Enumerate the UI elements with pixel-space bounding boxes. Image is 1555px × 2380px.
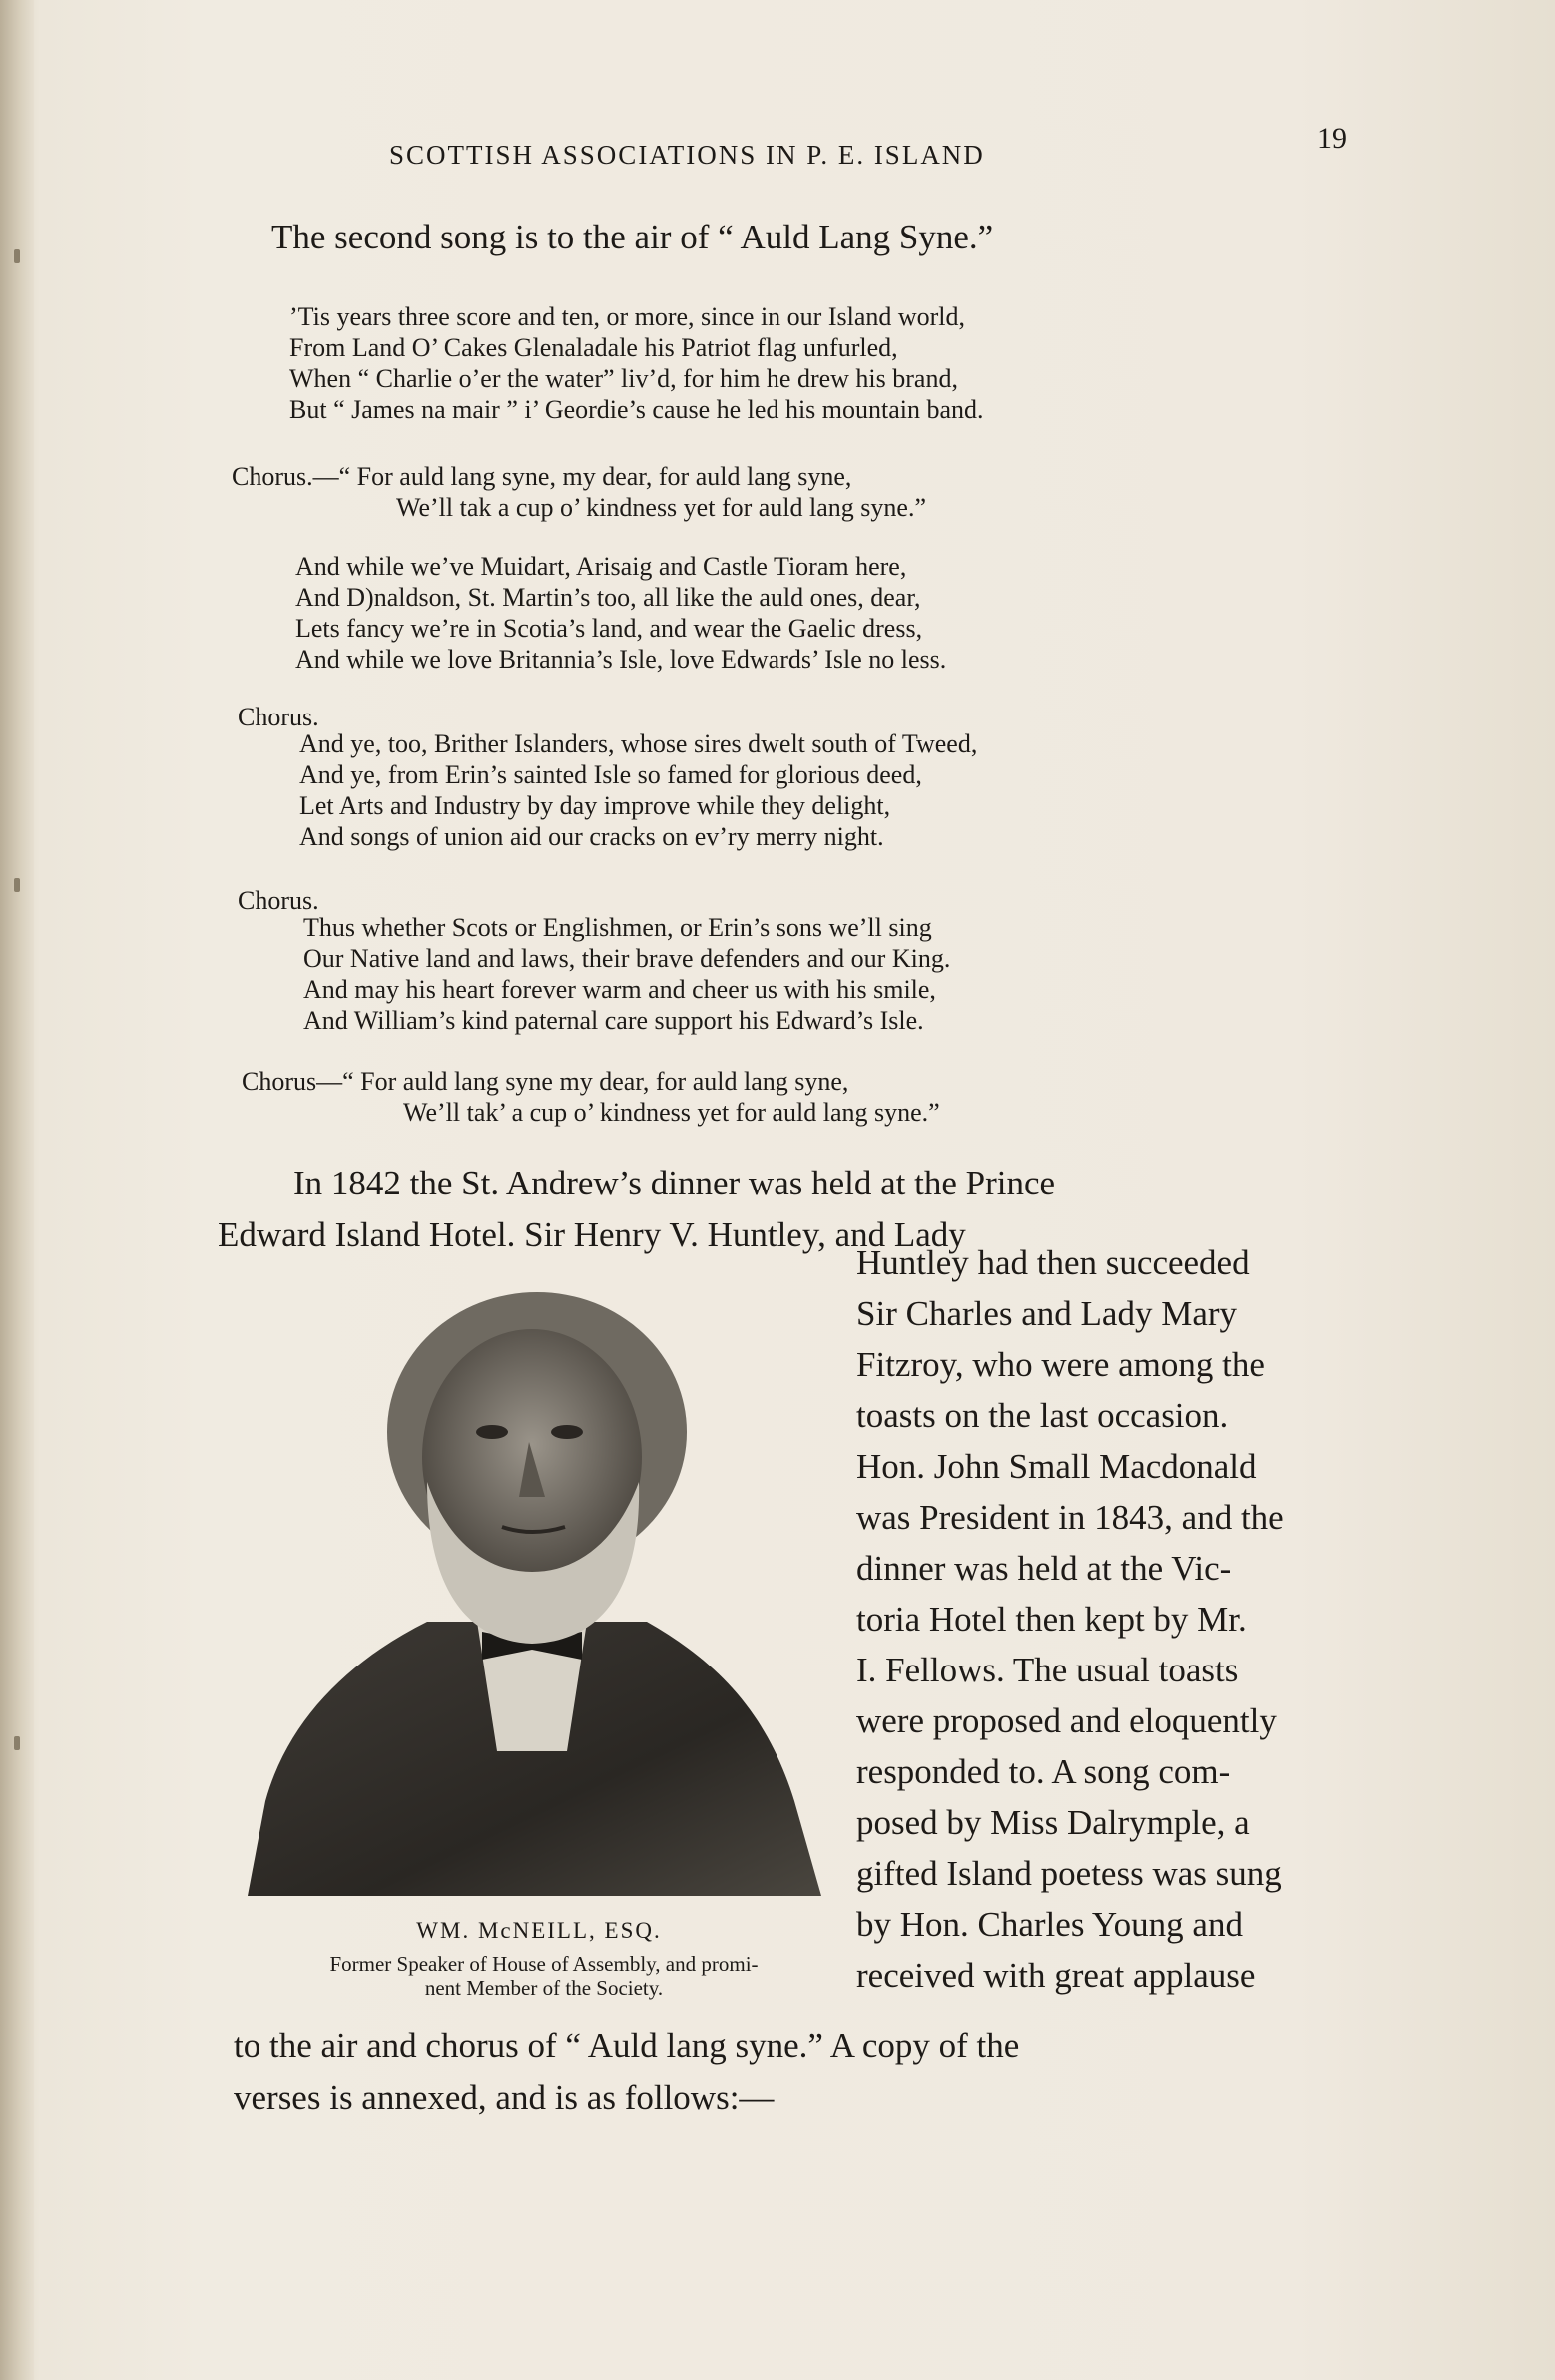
prose-line: gifted Island poetess was sung — [856, 1854, 1282, 1893]
page-number: 19 — [1317, 122, 1347, 155]
prose-line: Huntley had then succeeded — [856, 1243, 1250, 1282]
prose-line: Sir Charles and Lady Mary — [856, 1294, 1238, 1333]
prose-line: by Hon. Charles Young and — [856, 1905, 1243, 1944]
chorus-label: Chorus. — [238, 886, 319, 915]
prose-column — [856, 1237, 1284, 2001]
chorus-label: Chorus. — [238, 703, 319, 731]
verse-line: When “ Charlie o’er the water” liv’d, for him he drew his brand, — [289, 364, 958, 393]
verse-line: And D)naldson, St. Martin’s too, all like the auld ones, dear, — [295, 583, 921, 612]
verse-line: Lets fancy we’re in Scotia’s land, and wear the Gaelic dress, — [295, 614, 923, 643]
verse-line: Our Native land and laws, their brave defenders and our King. — [303, 944, 951, 973]
portrait-image — [248, 1282, 826, 1901]
stanza-4 — [303, 912, 950, 1036]
prose-line: Edward Island Hotel. Sir Henry V. Huntley, and Lady — [218, 1215, 966, 1254]
prose-line: dinner was held at the Vic- — [856, 1549, 1232, 1588]
verse-line: And may his heart forever warm and cheer us with his smile, — [303, 975, 936, 1004]
prose-line: responded to. A song com- — [856, 1752, 1231, 1791]
caption-line: nent Member of the Society. — [424, 1976, 664, 2000]
stanza-2 — [295, 551, 946, 675]
chorus-label: Chorus—“ — [242, 1067, 354, 1096]
verse-line: Thus whether Scots or Englishmen, or Erin’s sons we’ll sing — [303, 913, 932, 942]
verse-line: Let Arts and Industry by day improve while they delight, — [299, 791, 891, 820]
verse-line: From Land O’ Cakes Glenaladale his Patriot flag unfurled, — [289, 333, 898, 362]
prose-line: I. Fellows. The usual toasts — [856, 1651, 1239, 1689]
verse-line: And ye, from Erin’s sainted Isle so famed for glorious deed, — [299, 760, 922, 789]
chorus-2 — [242, 1066, 940, 1128]
verse-line: And William’s kind paternal care support his Edward’s Isle. — [303, 1006, 924, 1035]
stanza-1 — [289, 301, 984, 425]
prose-line: Fitzroy, who were among the — [856, 1345, 1265, 1384]
verse-line: And ye, too, Brither Islanders, whose sires dwelt south of Tweed, — [299, 729, 978, 758]
prose-line: were proposed and eloquently — [856, 1701, 1277, 1740]
binding-stitch — [14, 878, 20, 892]
prose-line: to the air and chorus of “ Auld lang syne.” A copy of the — [234, 2026, 1020, 2065]
chorus-label: Chorus.—“ — [232, 462, 351, 491]
prose-line: received with great applause — [856, 1956, 1256, 1995]
verse-line: And songs of union aid our cracks on ev’ry merry night. — [299, 822, 884, 851]
prose-line: toria Hotel then kept by Mr. — [856, 1600, 1247, 1639]
verse-line: ’Tis years three score and ten, or more, since in our Island world, — [289, 302, 966, 331]
stanza-3 — [299, 728, 977, 852]
portrait-caption-desc — [230, 1952, 858, 2000]
intro-line: The second song is to the air of “ Auld Lang Syne.” — [271, 218, 994, 256]
caption-line: Former Speaker of House of Assembly, and promi- — [329, 1952, 759, 1976]
portrait-caption-name: WM. McNEILL, ESQ. — [416, 1918, 662, 1943]
chorus-line: We’ll tak a cup o’ kindness yet for auld lang syne.” — [396, 493, 926, 522]
verse-line: And while we’ve Muidart, Arisaig and Castle Tioram here, — [295, 552, 907, 581]
chorus-1 — [232, 461, 926, 523]
running-header: SCOTTISH ASSOCIATIONS IN P. E. ISLAND — [389, 140, 985, 170]
verse-line: But “ James na mair ” i’ Geordie’s cause he led his mountain band. — [289, 395, 984, 424]
binding-stitch — [14, 249, 20, 263]
binding-stitch — [14, 1736, 20, 1750]
prose-line: toasts on the last occasion. — [856, 1396, 1229, 1435]
chorus-line: Chorus—“ For auld lang syne my dear, for auld lang syne, — [242, 1067, 849, 1096]
chorus-line: We’ll tak’ a cup o’ kindness yet for auld lang syne.” — [403, 1098, 940, 1127]
prose-line: In 1842 the St. Andrew’s dinner was held at the Prince — [293, 1164, 1056, 1202]
prose-line: Hon. John Small Macdonald — [856, 1447, 1257, 1486]
prose-line: posed by Miss Dalrymple, a — [856, 1803, 1250, 1842]
chorus-line: Chorus.—“ For auld lang syne, my dear, for auld lang syne, — [232, 462, 852, 491]
verse-line: And while we love Britannia’s Isle, love Edwards’ Isle no less. — [295, 645, 947, 674]
page-binding-edge — [0, 0, 34, 2380]
prose-line: was President in 1843, and the — [856, 1498, 1284, 1537]
prose-line: verses is annexed, and is as follows:— — [234, 2078, 775, 2117]
